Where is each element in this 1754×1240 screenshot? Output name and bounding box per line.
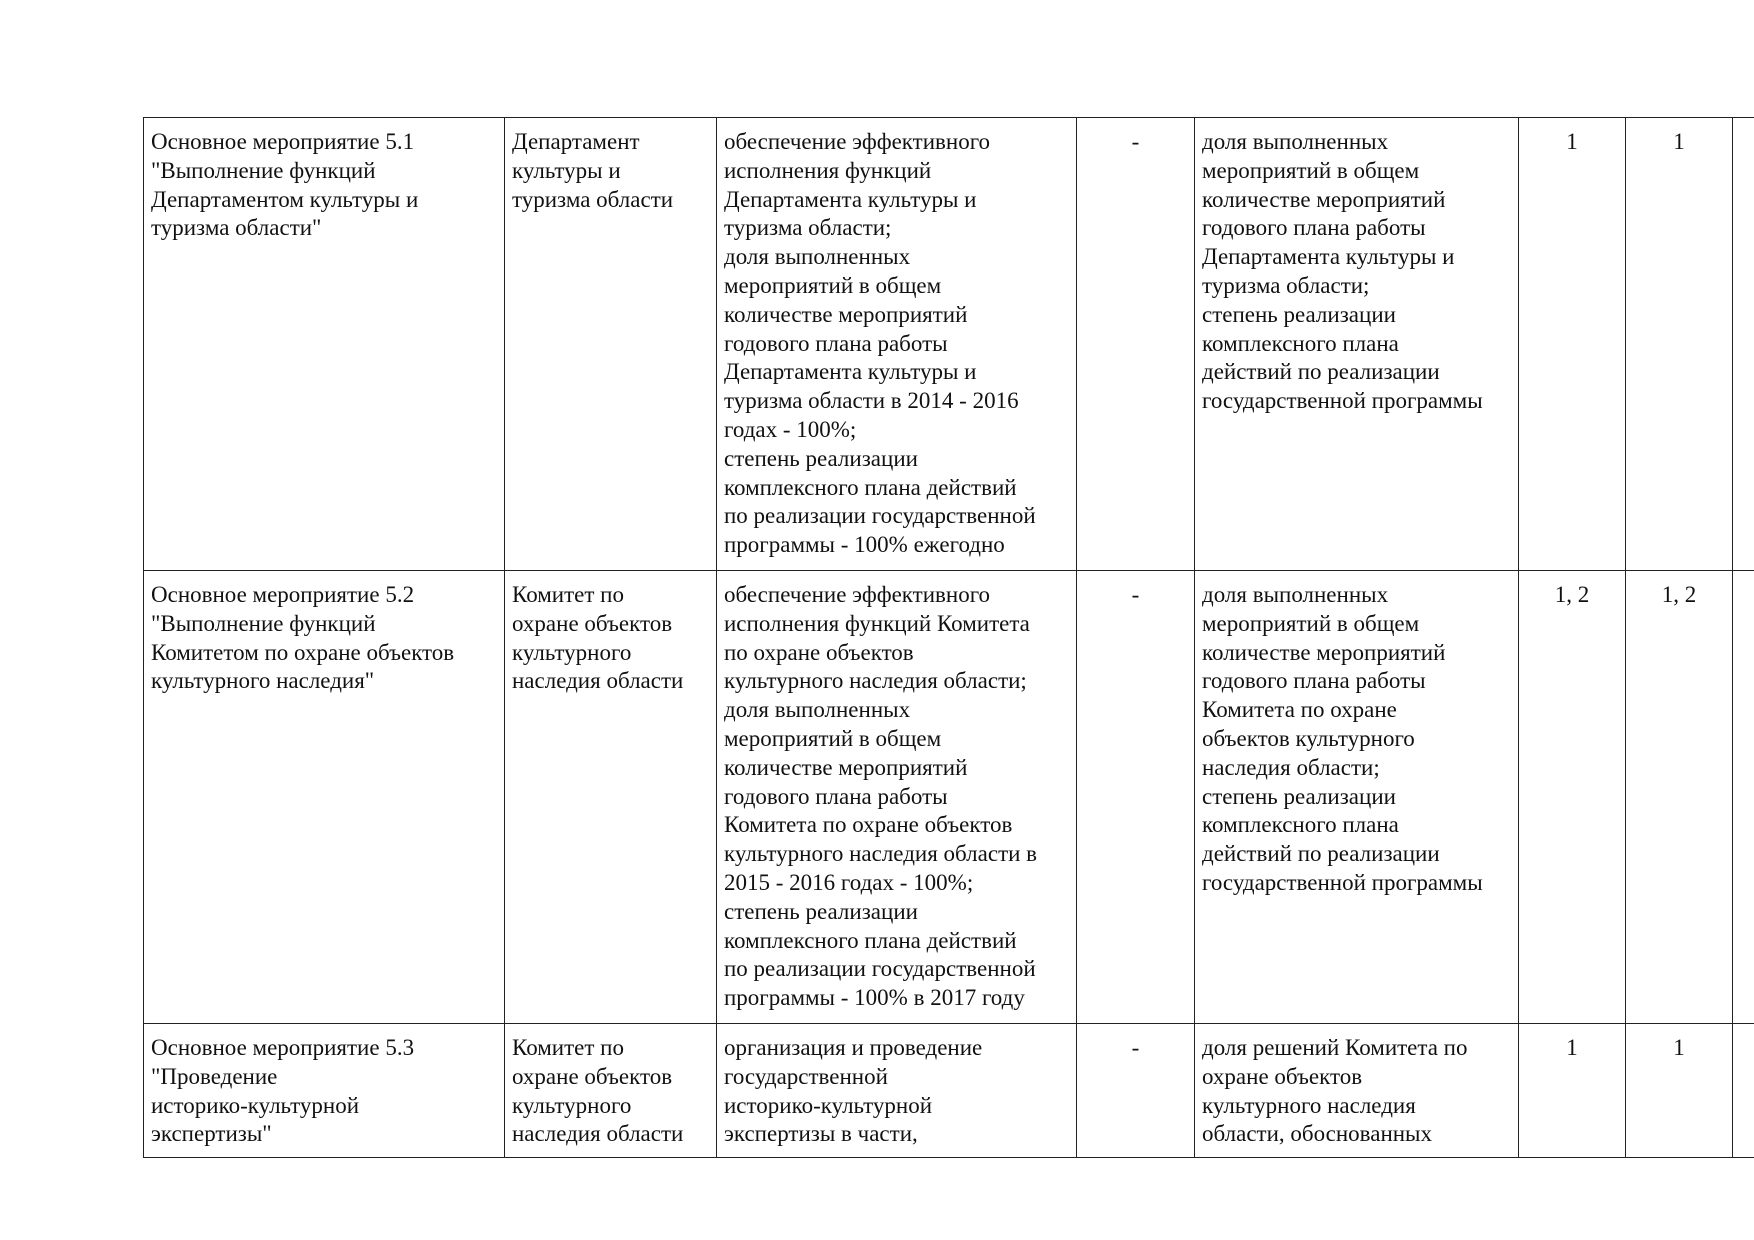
document-page xyxy=(143,117,1754,1158)
program-table xyxy=(143,117,1754,1158)
cell-executor: Департамент культуры и туризма области xyxy=(505,118,717,571)
cell-event: Основное мероприятие 5.2 "Выполнение функций Комитетом по охране объектов культурного наследия" xyxy=(144,571,505,1024)
cell-col6: 1 xyxy=(1519,118,1626,571)
cell-col6: 1 xyxy=(1519,1024,1626,1158)
table-row xyxy=(144,118,1754,571)
cell-col8 xyxy=(1733,118,1754,571)
cell-event: Основное мероприятие 5.1 "Выполнение функций Департаментом культуры и туризма области" xyxy=(144,118,505,571)
cell-indicator: доля решений Комитета по охране объектов культурного наследия области, обоснованных xyxy=(1195,1024,1519,1158)
cell-event: Основное мероприятие 5.3 "Проведение историко-культурной экспертизы" xyxy=(144,1024,505,1158)
cell-col6: 1, 2 xyxy=(1519,571,1626,1024)
cell-indicator: доля выполненных мероприятий в общем количестве мероприятий годового плана работы Департамента культуры и туризма области; степень реализации комплексного плана действий по реализации государственной программы xyxy=(1195,118,1519,571)
cell-indicator: доля выполненных мероприятий в общем количестве мероприятий годового плана работы Комитета по охране объектов культурного наследия области; степень реализации комплексного плана действий по реализации государственной программы xyxy=(1195,571,1519,1024)
cell-consequence: - xyxy=(1077,118,1195,571)
cell-consequence: - xyxy=(1077,571,1195,1024)
table-row xyxy=(144,571,1754,1024)
cell-col8 xyxy=(1733,571,1754,1024)
cell-result: обеспечение эффективного исполнения функций Комитета по охране объектов культурного наследия области; доля выполненных мероприятий в общем количестве мероприятий годового плана работы Комитета по охране объектов культурного наследия области в 2015 - 2016 годах - 100%; степень реализации комплексного плана действий по реализации государственной программы - 100% в 2017 году xyxy=(717,571,1077,1024)
cell-col7: 1, 2 xyxy=(1626,571,1733,1024)
table-row xyxy=(144,1024,1754,1158)
cell-col7: 1 xyxy=(1626,118,1733,571)
cell-result: обеспечение эффективного исполнения функций Департамента культуры и туризма области; доля выполненных мероприятий в общем количестве мероприятий годового плана работы Департамента культуры и туризма области в 2014 - 2016 годах - 100%; степень реализации комплексного плана действий по реализации государственной программы - 100% ежегодно xyxy=(717,118,1077,571)
cell-executor: Комитет по охране объектов культурного наследия области xyxy=(505,571,717,1024)
cell-col8 xyxy=(1733,1024,1754,1158)
cell-result: организация и проведение государственной историко-культурной экспертизы в части, xyxy=(717,1024,1077,1158)
cell-consequence: - xyxy=(1077,1024,1195,1158)
cell-col7: 1 xyxy=(1626,1024,1733,1158)
cell-executor: Комитет по охране объектов культурного наследия области xyxy=(505,1024,717,1158)
